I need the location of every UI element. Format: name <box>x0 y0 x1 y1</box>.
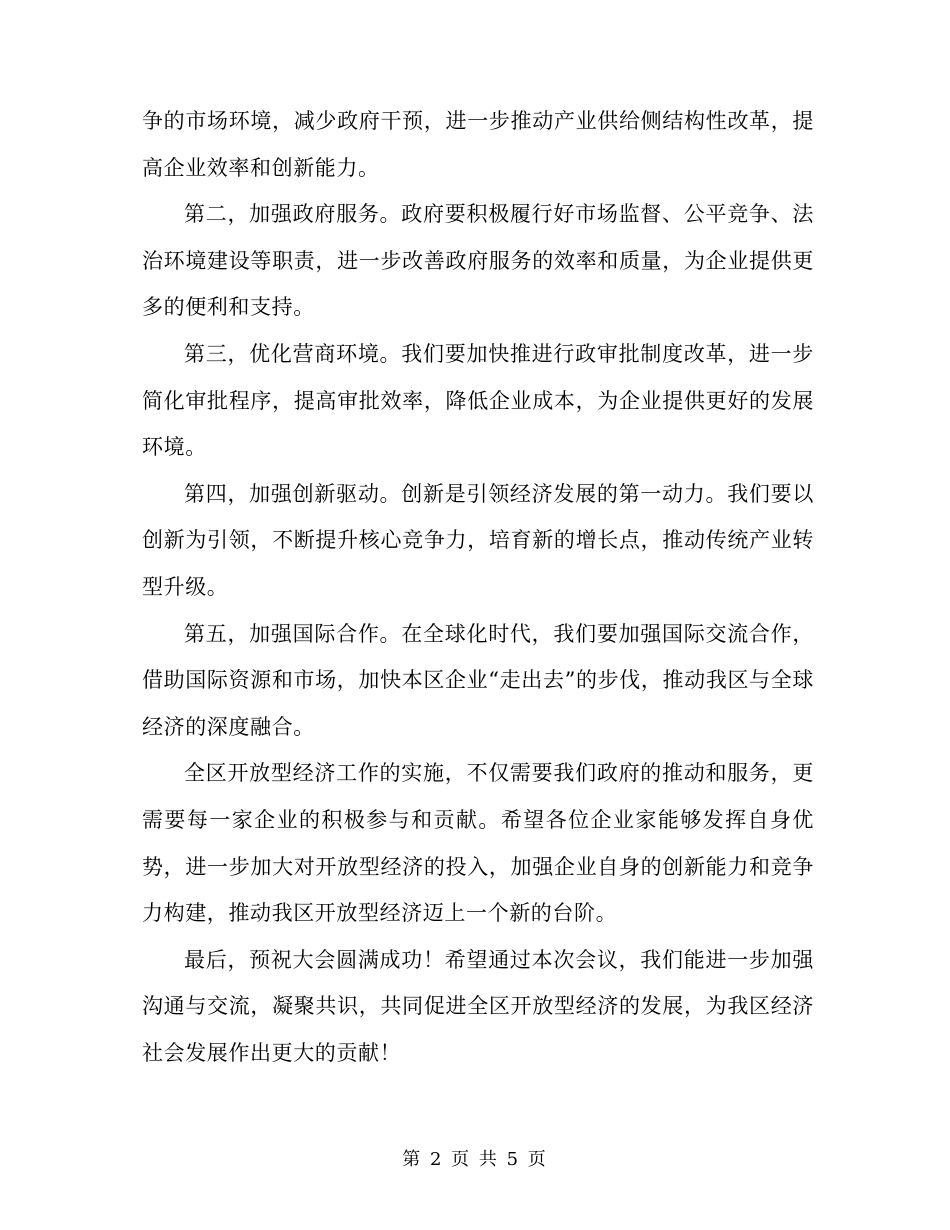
paragraph-second: 第二，加强政府服务。政府要积极履行好市场监督、公平竞争、法治环境建设等职责，进一步改善政府服务的效率和质量，为企业提供更多的便利和支持。 <box>142 202 814 320</box>
paragraph-continuation: 争的市场环境，减少政府干预，进一步推动产业供给侧结构性改革，提高企业效率和创新能力。 <box>142 109 814 180</box>
paragraph-implementation: 全区开放型经济工作的实施，不仅需要我们政府的推动和服务，更需要每一家企业的积极参与和贡献。希望各位企业家能够发挥自身优势，进一步加大对开放型经济的投入，加强企业自身的创新能力和竞争力构建，推动我区开放型经济迈上一个新的台阶。 <box>142 761 814 926</box>
document-body <box>142 98 814 1076</box>
paragraph-fourth: 第四，加强创新驱动。创新是引领经济发展的第一动力。我们要以创新为引领，不断提升核心竞争力，培育新的增长点，推动传统产业转型升级。 <box>142 481 814 599</box>
paragraph-closing: 最后，预祝大会圆满成功！希望通过本次会议，我们能进一步加强沟通与交流，凝聚共识，共同促进全区开放型经济的发展，为我区经济社会发展作出更大的贡献！ <box>142 947 814 1065</box>
page-number-footer: 第 2 页 共 5 页 <box>402 1149 548 1170</box>
paragraph-third: 第三，优化营商环境。我们要加快推进行政审批制度改革，进一步简化审批程序，提高审批效率，降低企业成本，为企业提供更好的发展环境。 <box>142 341 814 460</box>
paragraph-fifth: 第五，加强国际合作。在全球化时代，我们要加强国际交流合作，借助国际资源和市场，加快本区企业“走出去”的步伐，推动我区与全球经济的深度融合。 <box>142 621 814 739</box>
